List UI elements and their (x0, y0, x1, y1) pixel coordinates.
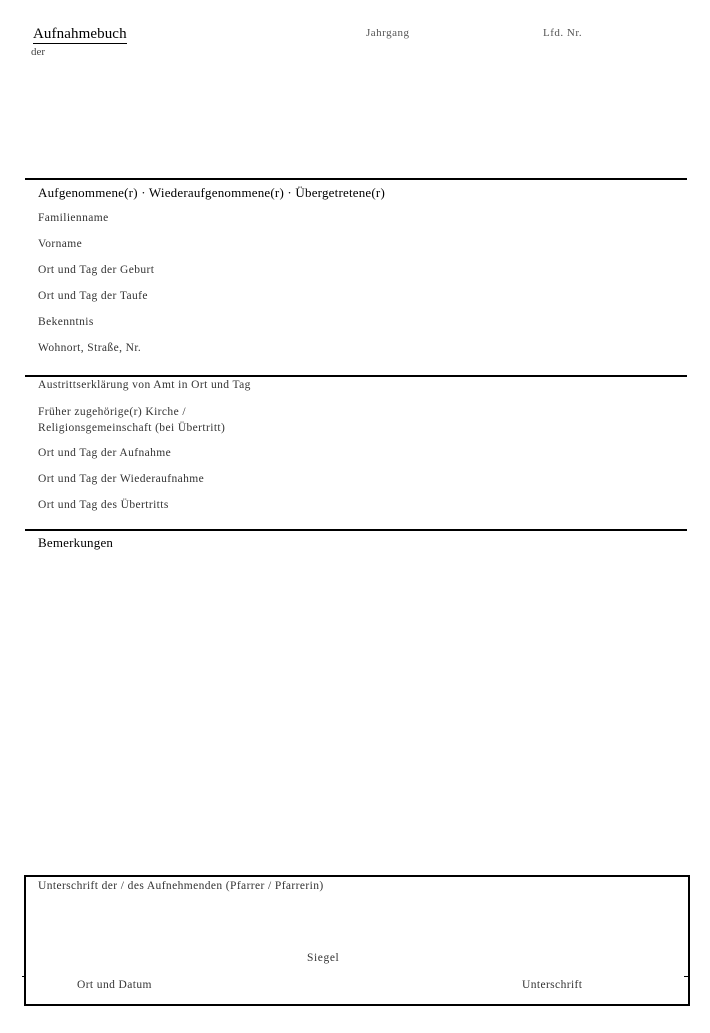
field-admission-place-date: Ort und Tag der Aufnahme (38, 447, 172, 459)
field-baptism-place-date: Ort und Tag der Taufe (38, 290, 148, 302)
section-divider (25, 529, 687, 531)
remarks-heading: Bemerkungen (38, 535, 114, 550)
document-title: Aufnahmebuch (33, 26, 127, 42)
field-birth-place-date: Ort und Tag der Geburt (38, 264, 155, 276)
box-tick-mark (684, 976, 688, 977)
field-denomination: Bekenntnis (38, 316, 94, 328)
box-tick-mark (22, 976, 26, 977)
seal-label: Siegel (307, 952, 340, 964)
serial-number-label: Lfd. Nr. (543, 27, 583, 39)
field-address: Wohnort, Straße, Nr. (38, 342, 142, 354)
section-divider (25, 178, 687, 180)
place-date-label: Ort und Datum (77, 979, 152, 991)
document-subtitle: der (31, 46, 46, 58)
section-divider (25, 375, 687, 377)
signature-label: Unterschrift (522, 979, 583, 991)
year-label: Jahrgang (366, 27, 410, 39)
signature-box-label: Unterschrift der / des Aufnehmenden (Pfarrer / Pfarrerin) (38, 880, 324, 892)
field-conversion-place-date: Ort und Tag des Übertritts (38, 499, 169, 511)
field-exit-declaration: Austrittserklärung von Amt in Ort und Tag (38, 379, 251, 391)
person-section-heading: Aufgenommene(r) · Wiederaufgenommene(r) · Übergetretene(r) (38, 185, 385, 200)
field-readmission-place-date: Ort und Tag der Wiederaufnahme (38, 473, 205, 485)
field-former-church: Früher zugehörige(r) Kirche / Religionsgemeinschaft (bei Übertritt) (38, 406, 226, 434)
field-surname: Familienname (38, 212, 109, 224)
field-first-name: Vorname (38, 238, 83, 250)
